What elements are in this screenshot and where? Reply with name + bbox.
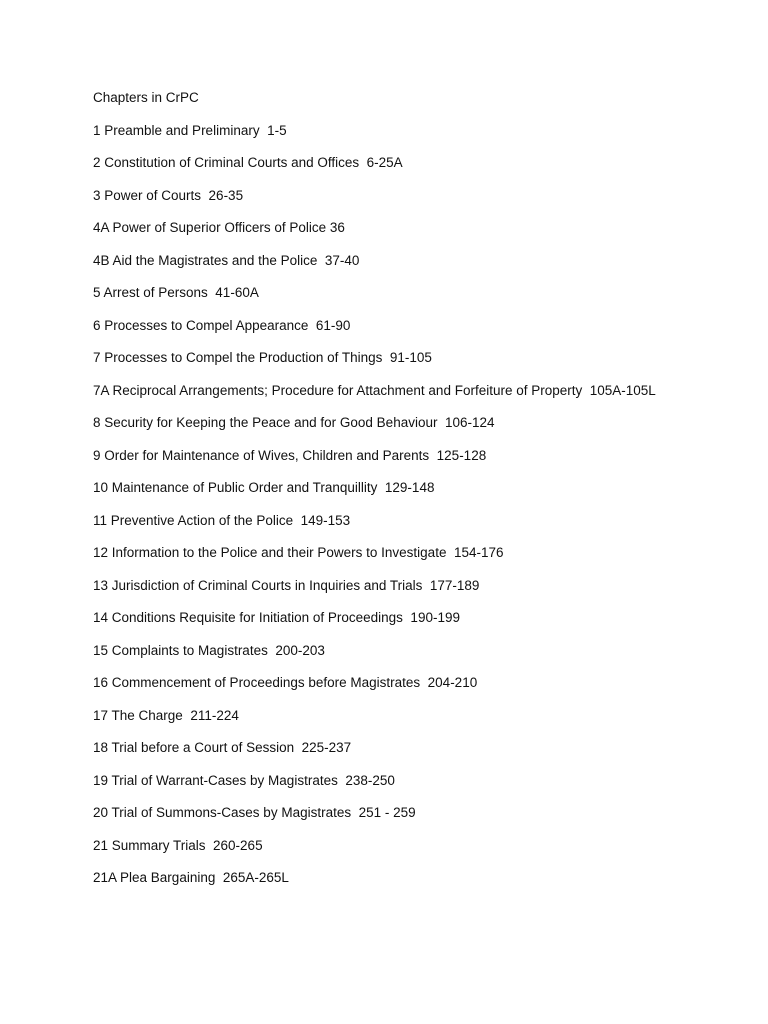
chapter-entry: 17 The Charge 211-224 [93, 707, 239, 723]
chapter-entry: 10 Maintenance of Public Order and Tranquillity 129-148 [93, 480, 435, 495]
chapter-entry: 8 Security for Keeping the Peace and for Good Behaviour 106-124 [93, 415, 495, 430]
chapter-entry: 4A Power of Superior Officers of Police 36 [93, 220, 345, 235]
chapter-entry: 16 Commencement of Proceedings before Magistrates 204-210 [93, 675, 478, 690]
chapter-entry: 2 Constitution of Criminal Courts and Offices 6-25A [93, 155, 403, 170]
chapter-entry: 18 Trial before a Court of Session 225-237 [93, 740, 352, 755]
chapter-entry: 19 Trial of Warrant-Cases by Magistrates 238-250 [93, 772, 395, 788]
chapter-entry: 20 Trial of Summons-Cases by Magistrates 251 - 259 [93, 805, 416, 820]
chapter-entry: 9 Order for Maintenance of Wives, Children and Parents 125-128 [93, 447, 487, 463]
chapter-entry: 15 Complaints to Magistrates 200-203 [93, 642, 325, 658]
chapter-entry: 7A Reciprocal Arrangements; Procedure for Attachment and Forfeiture of Property 105A-105L [93, 382, 656, 398]
chapter-entry: 11 Preventive Action of the Police 149-153 [93, 512, 351, 528]
chapter-entry: 4B Aid the Magistrates and the Police 37-40 [93, 252, 360, 268]
chapter-entry: 21 Summary Trials 260-265 [93, 837, 263, 853]
chapter-entry: 13 Jurisdiction of Criminal Courts in Inquiries and Trials 177-189 [93, 577, 480, 593]
chapter-entry: 14 Conditions Requisite for Initiation of Proceedings 190-199 [93, 610, 460, 625]
chapter-entry: 12 Information to the Police and their Powers to Investigate 154-176 [93, 545, 504, 560]
chapter-entry: 1 Preamble and Preliminary 1-5 [93, 122, 287, 138]
chapter-list [93, 88, 673, 901]
chapter-entry: 6 Processes to Compel Appearance 61-90 [93, 317, 351, 333]
chapter-entry: 21A Plea Bargaining 265A-265L [93, 870, 289, 885]
chapter-entry: 5 Arrest of Persons 41-60A [93, 285, 259, 300]
chapter-entry: 7 Processes to Compel the Production of Things 91-105 [93, 350, 432, 365]
document-title: Chapters in CrPC [93, 90, 199, 105]
chapter-entry: 3 Power of Courts 26-35 [93, 187, 244, 203]
